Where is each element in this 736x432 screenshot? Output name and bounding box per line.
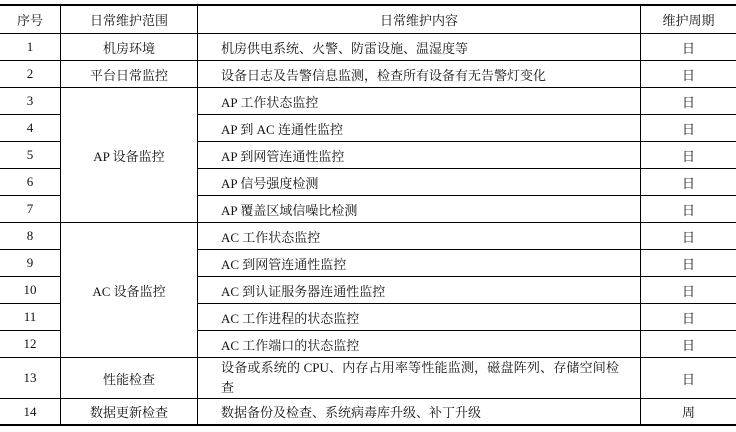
cell-content: 设备日志及告警信息监测，检查所有设备有无告警灯变化 bbox=[197, 61, 640, 88]
cell-no: 11 bbox=[0, 304, 60, 331]
header-cell-content: 日常维护内容 bbox=[197, 6, 640, 34]
cell-period: 日 bbox=[640, 142, 736, 169]
cell-content: AP 到 AC 连通性监控 bbox=[197, 115, 640, 142]
cell-content: AC 工作状态监控 bbox=[197, 223, 640, 250]
cell-scope-merged: AC 设备监控 bbox=[60, 223, 197, 358]
cell-period: 日 bbox=[640, 331, 736, 358]
cell-content: AP 到网管连通性监控 bbox=[197, 142, 640, 169]
cell-period: 周 bbox=[640, 399, 736, 426]
cell-period: 日 bbox=[640, 88, 736, 115]
cell-content: 机房供电系统、火警、防雷设施、温湿度等 bbox=[197, 34, 640, 61]
cell-period: 日 bbox=[640, 250, 736, 277]
cell-period: 日 bbox=[640, 277, 736, 304]
cell-no: 12 bbox=[0, 331, 60, 358]
cell-scope: 性能检查 bbox=[60, 358, 197, 399]
cell-content: AP 覆盖区域信噪比检测 bbox=[197, 196, 640, 223]
cell-content: AP 信号强度检测 bbox=[197, 169, 640, 196]
cell-no: 3 bbox=[0, 88, 60, 115]
cell-no: 2 bbox=[0, 61, 60, 88]
header-cell-scope: 日常维护范围 bbox=[60, 6, 197, 34]
header-cell-period: 维护周期 bbox=[640, 6, 736, 34]
cell-no: 9 bbox=[0, 250, 60, 277]
cell-period: 日 bbox=[640, 358, 736, 399]
cell-no: 1 bbox=[0, 34, 60, 61]
cell-content: AC 到网管连通性监控 bbox=[197, 250, 640, 277]
cell-period: 日 bbox=[640, 169, 736, 196]
cell-no: 8 bbox=[0, 223, 60, 250]
cell-scope-merged: AP 设备监控 bbox=[60, 88, 197, 223]
cell-content: AP 工作状态监控 bbox=[197, 88, 640, 115]
cell-content: AC 到认证服务器连通性监控 bbox=[197, 277, 640, 304]
cell-no: 13 bbox=[0, 358, 60, 399]
maintenance-table bbox=[0, 4, 736, 426]
cell-content: AC 工作端口的状态监控 bbox=[197, 331, 640, 358]
cell-no: 5 bbox=[0, 142, 60, 169]
cell-content: AC 工作进程的状态监控 bbox=[197, 304, 640, 331]
maintenance-table-grid bbox=[0, 6, 736, 426]
cell-scope: 数据更新检查 bbox=[60, 399, 197, 426]
cell-no: 4 bbox=[0, 115, 60, 142]
cell-no: 7 bbox=[0, 196, 60, 223]
header-cell-no: 序号 bbox=[0, 6, 60, 34]
cell-period: 日 bbox=[640, 196, 736, 223]
cell-no: 10 bbox=[0, 277, 60, 304]
cell-scope: 平台日常监控 bbox=[60, 61, 197, 88]
cell-period: 日 bbox=[640, 223, 736, 250]
cell-no: 14 bbox=[0, 399, 60, 426]
cell-period: 日 bbox=[640, 304, 736, 331]
cell-content-text: 设备或系统的 CPU、内存占用率等性能监测，磁盘阵列、存储空间检查 bbox=[221, 360, 619, 395]
cell-content bbox=[197, 358, 640, 399]
cell-content: 数据备份及检查、系统病毒库升级、补丁升级 bbox=[197, 399, 640, 426]
cell-period: 日 bbox=[640, 115, 736, 142]
cell-period: 日 bbox=[640, 34, 736, 61]
cell-scope: 机房环境 bbox=[60, 34, 197, 61]
cell-no: 6 bbox=[0, 169, 60, 196]
cell-period: 日 bbox=[640, 61, 736, 88]
